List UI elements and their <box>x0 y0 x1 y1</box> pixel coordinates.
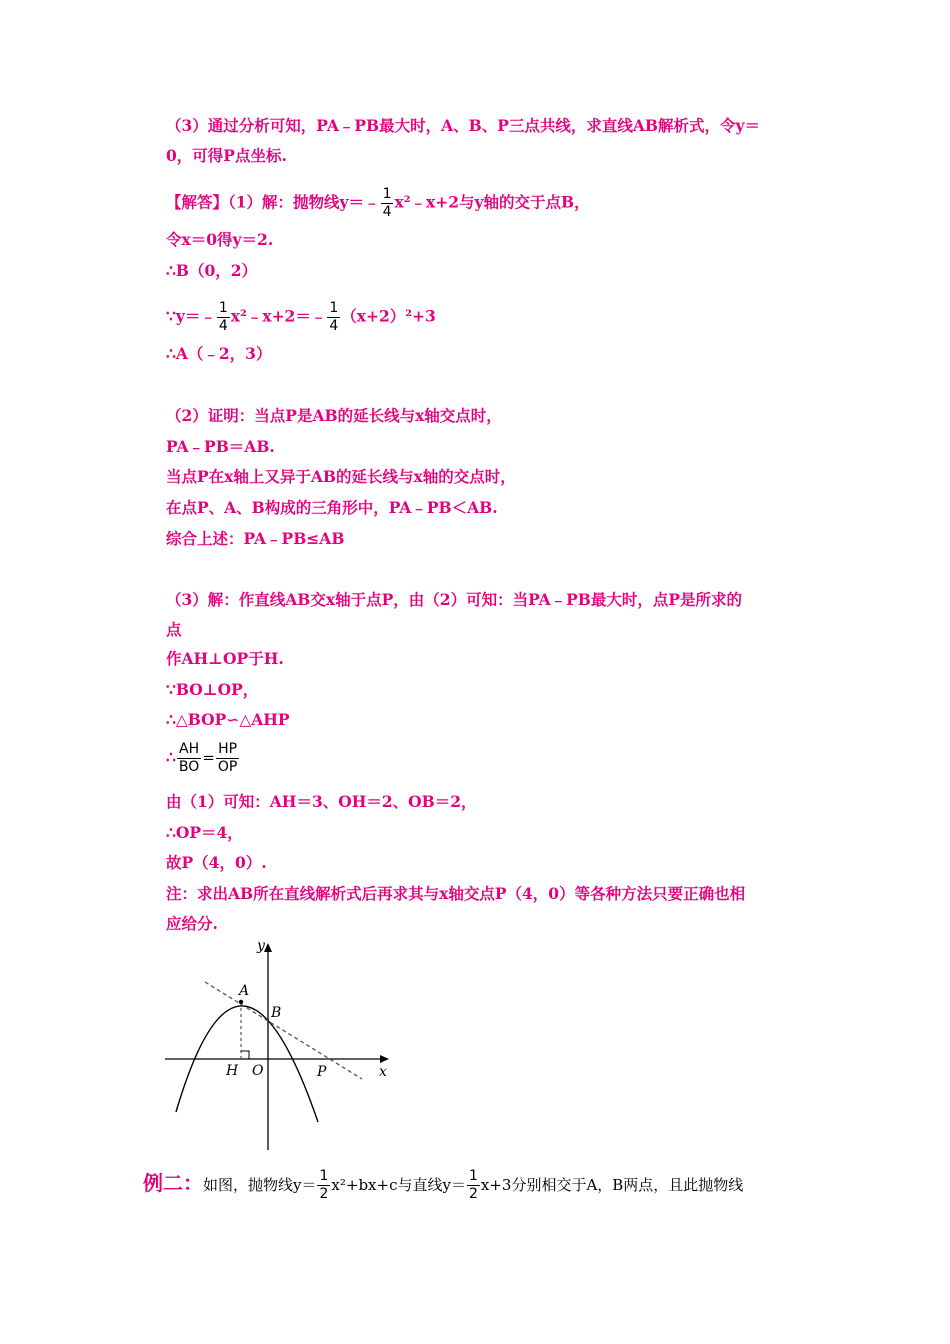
solve-line6 <box>166 741 240 776</box>
solve-line3: 作AH⊥OP于H. <box>166 649 284 668</box>
fraction-denominator: OP <box>217 759 238 775</box>
parabola-figure <box>160 935 400 1155</box>
equals-sign: = <box>202 748 215 767</box>
proof-line5: 综合上述：PA﹣PB≤AB <box>166 529 345 548</box>
fraction-denominator: 4 <box>382 204 392 220</box>
fraction-one-quarter-2 <box>217 300 230 335</box>
label-x: x <box>379 1064 387 1080</box>
fraction-denominator: 2 <box>468 1186 478 1202</box>
analysis-3-line1: （3）通过分析可知，PA﹣PB最大时，A、B、P三点共线，求直线AB解析式，令y＝ <box>166 116 761 135</box>
fraction-ah-bo <box>177 741 201 776</box>
solve-line5: ∴△BOP∽△AHP <box>166 710 290 729</box>
fraction-denominator: 4 <box>329 318 339 334</box>
fraction-one-quarter <box>381 186 394 221</box>
solve-line2: 点 <box>166 620 182 639</box>
solve-line7: 由（1）可知：AH＝3、OH＝2、OB＝2， <box>166 792 477 811</box>
proof-line3: 当点P在x轴上又异于AB的延长线与x轴的交点时， <box>166 467 516 486</box>
fraction-numerator: 1 <box>319 1168 329 1184</box>
analysis-3-line2: 0，可得P点坐标. <box>166 146 287 165</box>
answer-tag: 【解答】 <box>166 192 229 212</box>
fraction-denominator: 4 <box>218 318 228 334</box>
answer-p1-prefix: （1）解：抛物线y＝﹣ <box>228 192 380 212</box>
answer-l4-prefix: ∵y＝﹣ <box>166 306 216 326</box>
solve-line8: ∴OP＝4， <box>166 823 243 842</box>
label-b: B <box>271 1005 282 1021</box>
label-a: A <box>239 983 250 999</box>
y-axis-arrow <box>264 943 272 952</box>
label-y: y <box>257 938 265 954</box>
solve-line4: ∵BO⊥OP， <box>166 680 259 699</box>
solve-line10: 注：求出AB所在直线解析式后再求其与x轴交点P（4，0）等各种方法只要正确也相 <box>166 884 746 903</box>
example2-line <box>143 1168 743 1203</box>
fraction-denominator: 2 <box>319 1186 329 1202</box>
answer-line2: 令x＝0得y＝2. <box>166 230 274 249</box>
therefore-symbol: ∴ <box>166 747 176 767</box>
example2-text2: x²+bx+c与直线y＝ <box>331 1176 466 1194</box>
fraction-one-half-2 <box>467 1168 480 1203</box>
fraction-one-quarter-3 <box>327 300 340 335</box>
fraction-denominator: BO <box>178 759 200 775</box>
proof-line1: （2）证明：当点P是AB的延长线与x轴交点时， <box>166 406 502 425</box>
fraction-hp-op <box>216 741 239 776</box>
answer-l4-suffix: （x+2）²+3 <box>341 306 436 326</box>
answer-line1 <box>166 186 590 221</box>
x-axis-arrow <box>380 1055 389 1063</box>
proof-line2: PA﹣PB＝AB. <box>166 437 275 456</box>
proof-line4: 在点P、A、B构成的三角形中，PA﹣PB＜AB. <box>166 498 498 517</box>
answer-p1-suffix: x²﹣x+2与y轴的交于点B， <box>394 192 590 212</box>
example2-title: 例二： <box>143 1171 203 1195</box>
fraction-numerator: 1 <box>218 300 228 316</box>
answer-l4-mid: x²﹣x+2＝﹣ <box>230 306 327 326</box>
label-h: H <box>226 1063 239 1079</box>
label-p: P <box>317 1064 327 1080</box>
solve-line9: 故P（4，0）. <box>166 853 267 872</box>
point-a <box>239 1000 243 1004</box>
fraction-numerator: 1 <box>382 186 392 202</box>
example2-text1: 如图，抛物线y＝ <box>203 1176 317 1194</box>
label-o: O <box>252 1063 264 1079</box>
fraction-numerator: HP <box>216 741 239 759</box>
right-angle-mark <box>241 1051 249 1059</box>
fraction-numerator: 1 <box>329 300 339 316</box>
answer-line4 <box>166 300 436 335</box>
solve-line1: （3）解：作直线AB交x轴于点P，由（2）可知：当PA﹣PB最大时，点P是所求的 <box>166 590 743 609</box>
fraction-one-half <box>317 1168 330 1203</box>
answer-line3: ∴B（0，2） <box>166 261 258 280</box>
answer-line5: ∴A（﹣2，3） <box>166 344 272 363</box>
parabola-curve <box>176 1006 318 1122</box>
fraction-numerator: AH <box>177 741 201 759</box>
example2-text3: x+3分别相交于A，B两点，且此抛物线 <box>480 1176 744 1194</box>
fraction-numerator: 1 <box>468 1168 478 1184</box>
solve-line11: 应给分. <box>166 914 218 933</box>
